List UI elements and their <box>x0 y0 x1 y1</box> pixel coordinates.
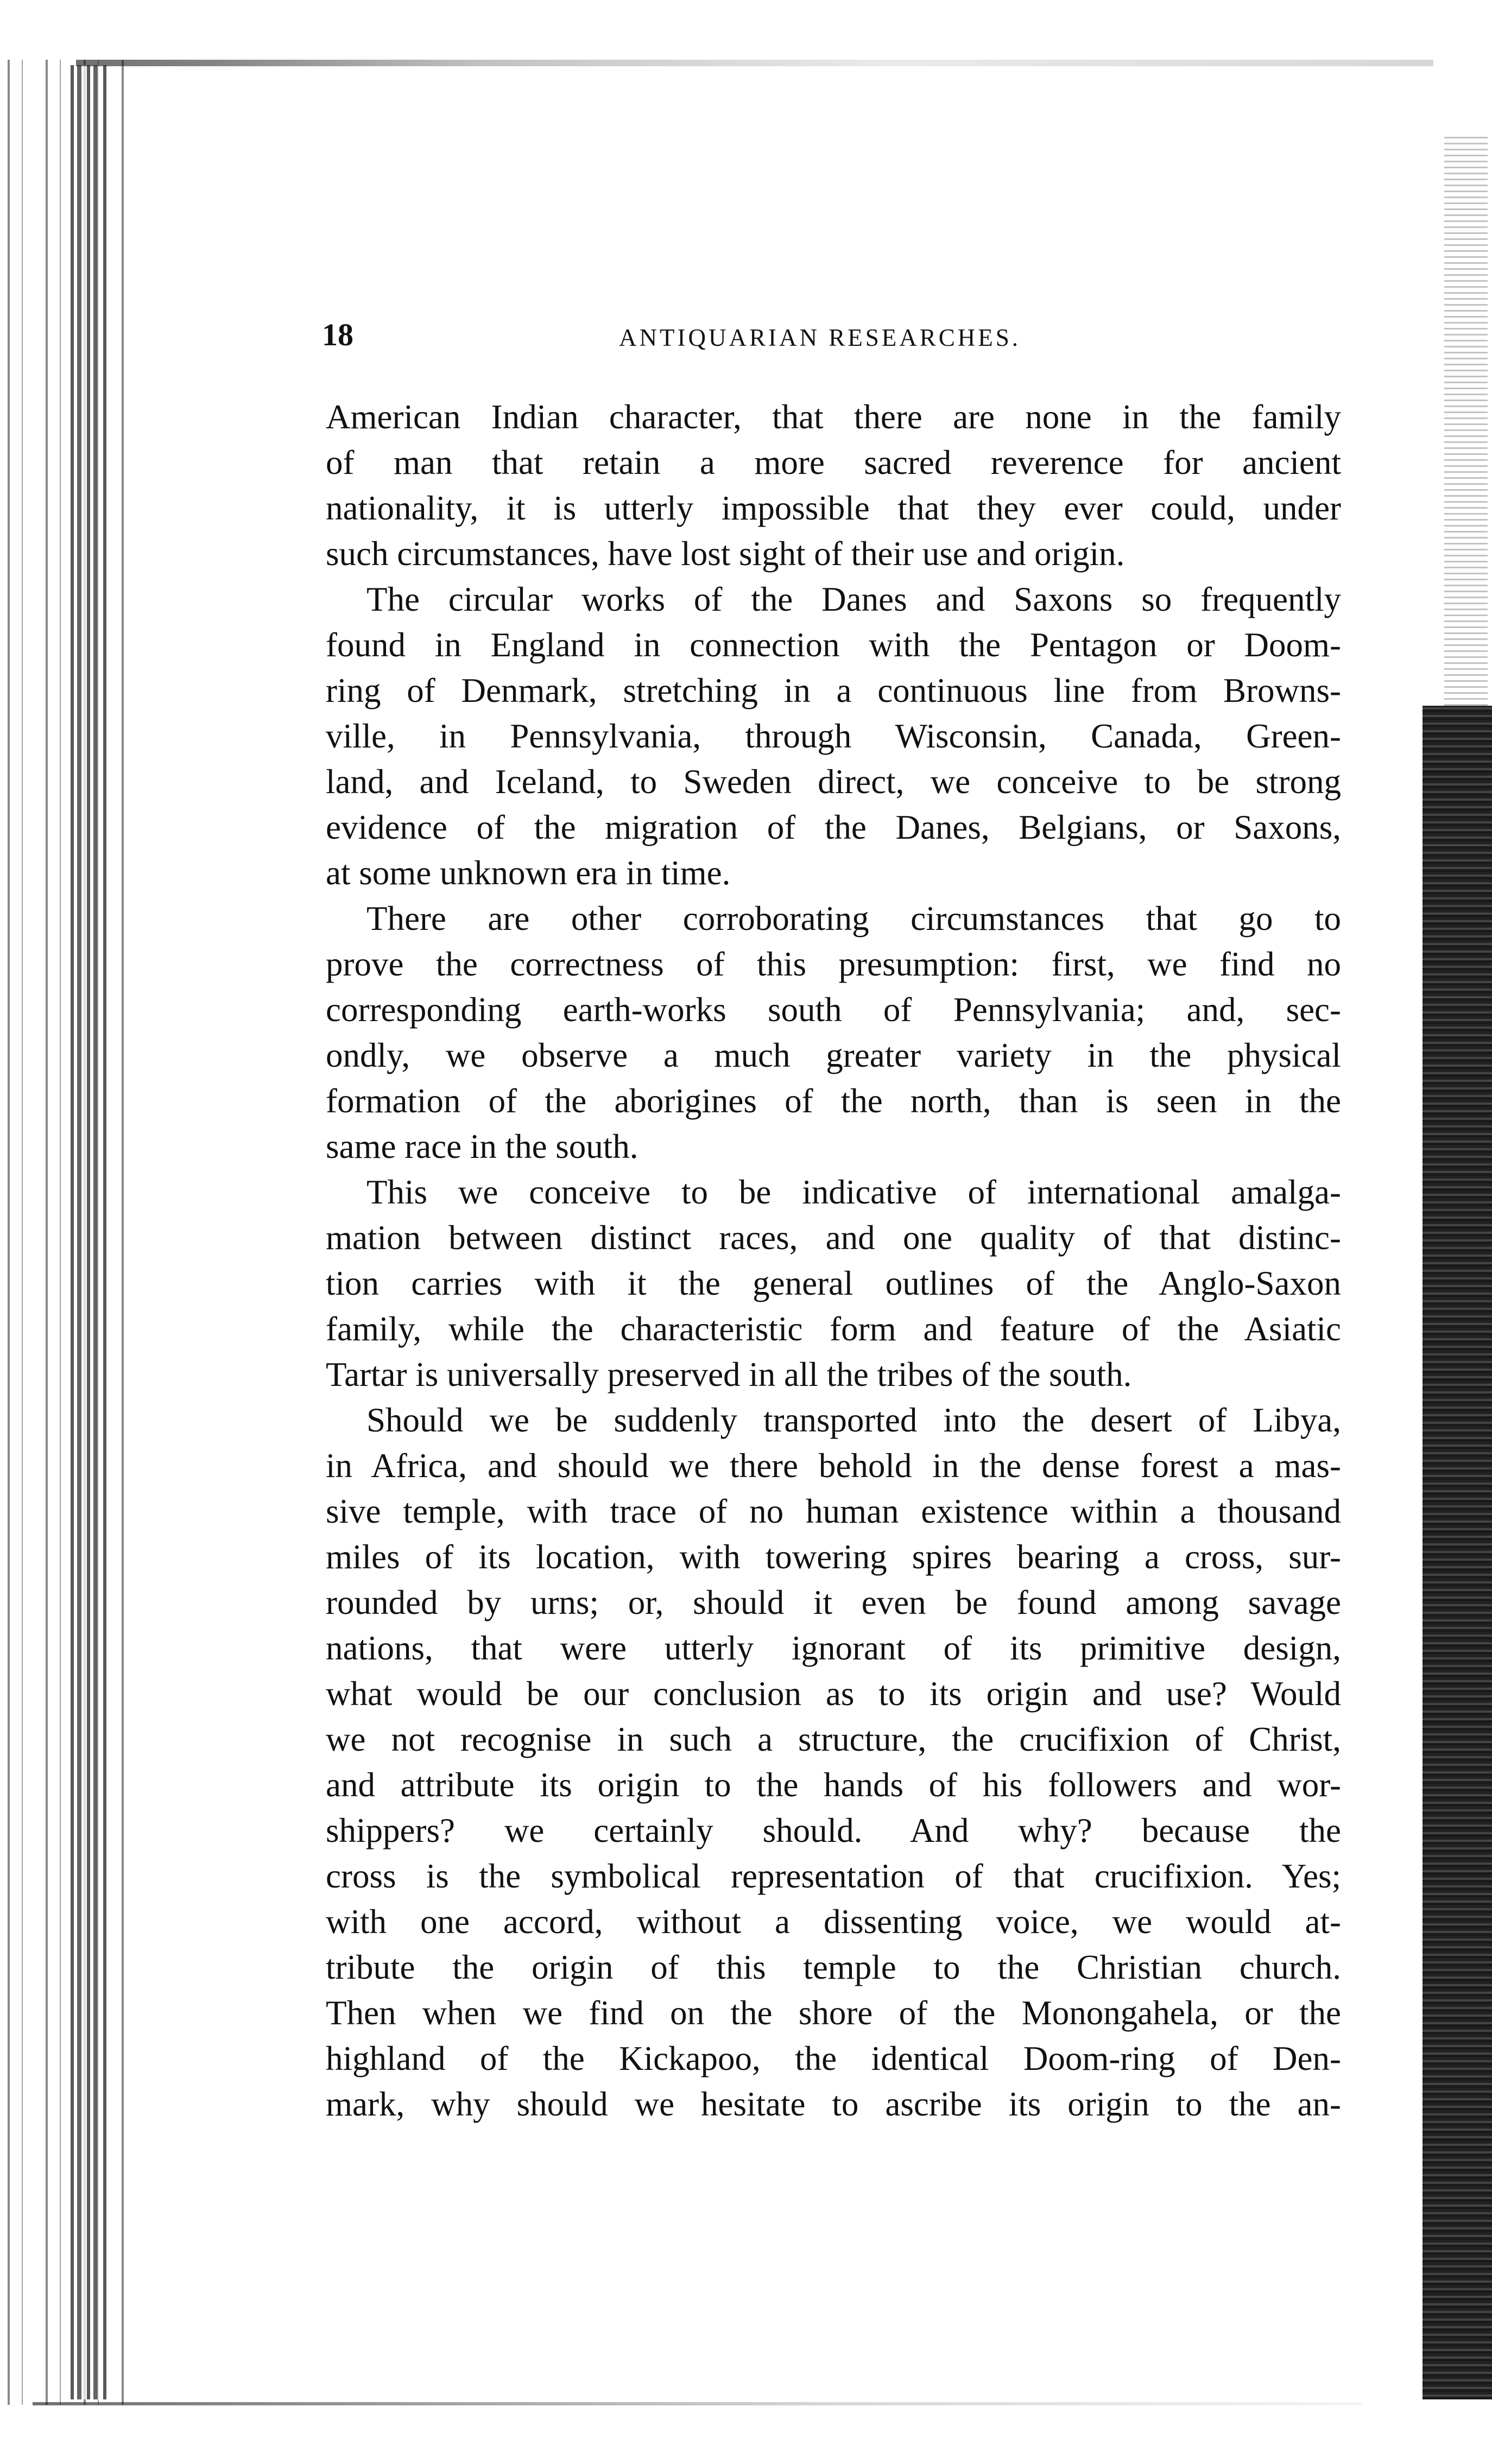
text-line: with one accord, without a dissenting voice, we would at- <box>326 1903 1341 1941</box>
text-line: same race in the south. <box>326 1128 638 1166</box>
text-line: what would be our conclusion as to its origin and use? Would <box>326 1675 1341 1713</box>
paragraph <box>326 1169 1341 1397</box>
text-line: corresponding earth-works south of Pennsylvania; and, sec- <box>326 991 1341 1029</box>
text-line: family, while the characteristic form and feature of the Asiatic <box>326 1310 1341 1348</box>
text-line: Tartar is universally preserved in all the tribes of the south. <box>326 1355 1132 1393</box>
text-line: Then when we find on the shore of the Monongahela, or the <box>326 1994 1341 2032</box>
text-line: of man that retain a more sacred reverence for ancient <box>326 444 1341 482</box>
text-line: evidence of the migration of the Danes, Belgians, or Saxons, <box>326 808 1341 846</box>
text-line: ville, in Pennsylvania, through Wisconsin, Canada, Green- <box>326 717 1341 755</box>
page-binding-edge <box>71 65 109 2399</box>
text-line: such circumstances, have lost sight of their use and origin. <box>326 535 1125 573</box>
text-line: Should we be suddenly transported into the desert of Libya, <box>366 1401 1341 1439</box>
text-line: and attribute its origin to the hands of his followers and wor- <box>326 1766 1341 1804</box>
text-line: miles of its location, with towering spires bearing a cross, sur- <box>326 1538 1341 1576</box>
body-text <box>326 394 1341 2127</box>
text-line: in Africa, and should we there behold in the dense forest a mas- <box>326 1447 1341 1485</box>
text-line: shippers? we certainly should. And why? because the <box>326 1811 1341 1849</box>
top-page-edge <box>76 60 1433 66</box>
text-line: tion carries with it the general outlines of the Anglo-Saxon <box>326 1264 1341 1302</box>
text-line: The circular works of the Danes and Saxons so frequently <box>366 580 1341 618</box>
text-line: land, and Iceland, to Sweden direct, we conceive to be strong <box>326 763 1341 801</box>
text-line: ring of Denmark, stretching in a continuous line from Browns- <box>326 672 1341 710</box>
text-line: formation of the aborigines of the north, than is seen in the <box>326 1082 1341 1120</box>
text-line: This we conceive to be indicative of international amalga- <box>366 1173 1341 1211</box>
right-page-edge <box>1423 706 1492 2399</box>
paragraph <box>326 577 1341 896</box>
paragraph <box>326 394 1341 577</box>
page-number: 18 <box>322 317 353 352</box>
text-line: nationality, it is utterly impossible that they ever could, under <box>326 489 1341 527</box>
running-head: ANTIQUARIAN RESEARCHES. <box>619 324 1021 351</box>
paragraph <box>326 1397 1341 2127</box>
text-line: found in England in connection with the Pentagon or Doom- <box>326 626 1341 664</box>
text-line: cross is the symbolical representation of that crucifixion. Yes; <box>326 1857 1341 1895</box>
text-line: at some unknown era in time. <box>326 854 731 892</box>
bottom-page-edge <box>33 2402 1363 2405</box>
text-line: There are other corroborating circumstances that go to <box>366 900 1341 938</box>
text-line: sive temple, with trace of no human existence within a thousand <box>326 1492 1341 1530</box>
text-line: ondly, we observe a much greater variety in the physical <box>326 1036 1341 1074</box>
text-line: nations, that were utterly ignorant of its primitive design, <box>326 1629 1341 1667</box>
paragraph <box>326 896 1341 1169</box>
text-line: we not recognise in such a structure, the crucifixion of Christ, <box>326 1720 1341 1758</box>
text-line: prove the correctness of this presumption: first, we find no <box>326 945 1341 983</box>
text-line: mark, why should we hesitate to ascribe its origin to the an- <box>326 2085 1341 2123</box>
text-line: rounded by urns; or, should it even be found among savage <box>326 1583 1341 1621</box>
text-line: tribute the origin of this temple to the Christian church. <box>326 1948 1341 1986</box>
text-line: mation between distinct races, and one quality of that distinc- <box>326 1219 1341 1257</box>
text-line: highland of the Kickapoo, the identical Doom-ring of Den- <box>326 2039 1341 2077</box>
right-page-edge-faint <box>1444 136 1488 706</box>
text-line: American Indian character, that there are none in the family <box>326 398 1341 436</box>
